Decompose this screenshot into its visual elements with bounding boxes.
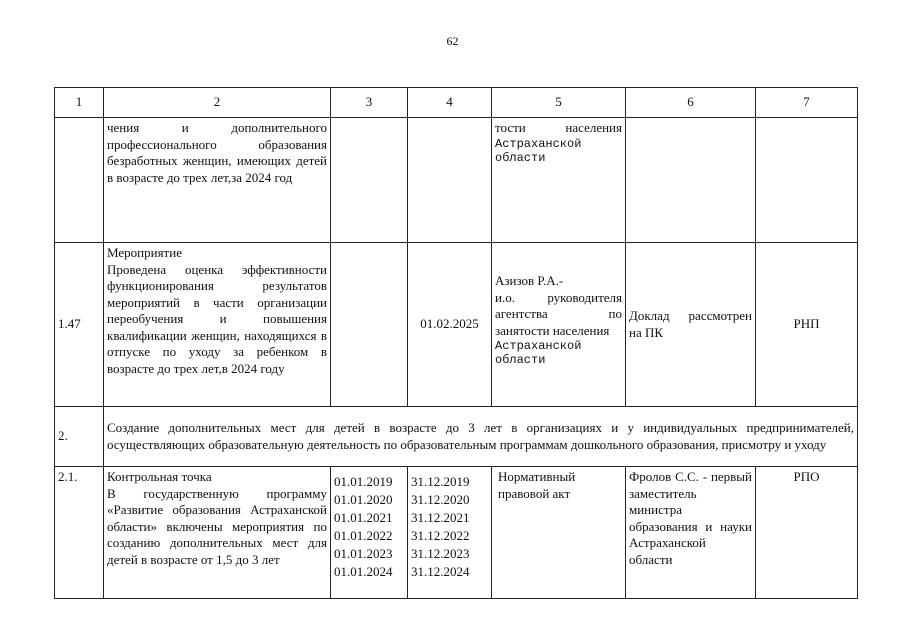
responsible-line: и.о. руководителя агентства по занятости населения [495, 289, 622, 338]
row-description: В государственную программу «Развитие образования Астраханской области» включены мероприятия по созданию дополнительных мест для детей в возрасте от 1,5 до 3 лет [107, 485, 327, 567]
table-row [55, 243, 858, 407]
row-number [55, 118, 104, 243]
end-date: 31.12.2021 [411, 510, 470, 525]
end-date: 01.02.2025 [408, 243, 492, 407]
row-description: Проведена оценка эффективности функционирования результатов мероприятий в части организации переобучения и повышения квалификации женщин, находящихся в отпуске по уходу за ребенком в возрасте до трех лет,в 2024 году [107, 261, 327, 376]
result-cell: Доклад рассмотрен на ПК [626, 243, 756, 407]
header-cell: 2 [104, 88, 331, 118]
table-row [55, 467, 858, 599]
result-cell [626, 118, 756, 243]
start-date: 01.01.2021 [334, 510, 393, 525]
code-cell: РПО [756, 467, 858, 599]
start-date: 01.01.2022 [334, 528, 393, 543]
responsible-cell [492, 118, 626, 243]
start-date: 01.01.2019 [334, 474, 393, 489]
end-date [408, 118, 492, 243]
section-row [55, 407, 858, 467]
responsible-line: Астраханской [495, 339, 582, 353]
end-date: 31.12.2020 [411, 492, 470, 507]
responsible-cell: Фролов С.С. - первый заместитель министра образования и науки Астраханской области [626, 467, 756, 599]
row-title: Мероприятие [107, 245, 182, 260]
row-number: 1.47 [55, 243, 104, 407]
code-cell [756, 118, 858, 243]
end-date: 31.12.2024 [411, 564, 470, 579]
end-dates [408, 467, 492, 599]
row-number: 2.1. [55, 467, 104, 599]
start-date: 01.01.2023 [334, 546, 393, 561]
page-number: 62 [446, 34, 459, 48]
table-row [55, 118, 858, 243]
header-cell: 6 [626, 88, 756, 118]
header-cell: 5 [492, 88, 626, 118]
section-title: Создание дополнительных мест для детей в возрасте до 3 лет в организациях и у индивидуальных предпринимателей, осуществляющих образовательную деятельность по образовательным программам дошкольного образования, присмотру и уходу [104, 407, 858, 467]
result-cell: Нормативный правовой акт [492, 467, 626, 599]
header-cell: 7 [756, 88, 858, 118]
start-dates [331, 467, 408, 599]
row-description-cell [104, 243, 331, 407]
end-date: 31.12.2022 [411, 528, 470, 543]
row-title: Контрольная точка [107, 469, 212, 484]
responsible-cell [492, 243, 626, 407]
start-date: 01.01.2020 [334, 492, 393, 507]
code-cell: РНП [756, 243, 858, 407]
header-cell: 4 [408, 88, 492, 118]
responsible-line: тости населения [495, 120, 622, 135]
header-cell: 1 [55, 88, 104, 118]
end-date: 31.12.2019 [411, 474, 470, 489]
start-date [331, 243, 408, 407]
end-date: 31.12.2023 [411, 546, 470, 561]
responsible-line: Азизов Р.А.- [495, 273, 564, 288]
start-date [331, 118, 408, 243]
responsible-line: области [495, 353, 546, 367]
section-number: 2. [55, 407, 104, 467]
plan-table [54, 87, 858, 599]
responsible-line: области [495, 150, 546, 165]
start-date: 01.01.2024 [334, 564, 393, 579]
responsible-line: Астраханской [495, 136, 582, 151]
header-cell: 3 [331, 88, 408, 118]
row-description: чения и дополнительного профессионального образования безработных женщин, имеющих детей в возрасте до трех лет,за 2024 год [104, 118, 331, 243]
header-row [55, 88, 858, 118]
row-description-cell [104, 467, 331, 599]
